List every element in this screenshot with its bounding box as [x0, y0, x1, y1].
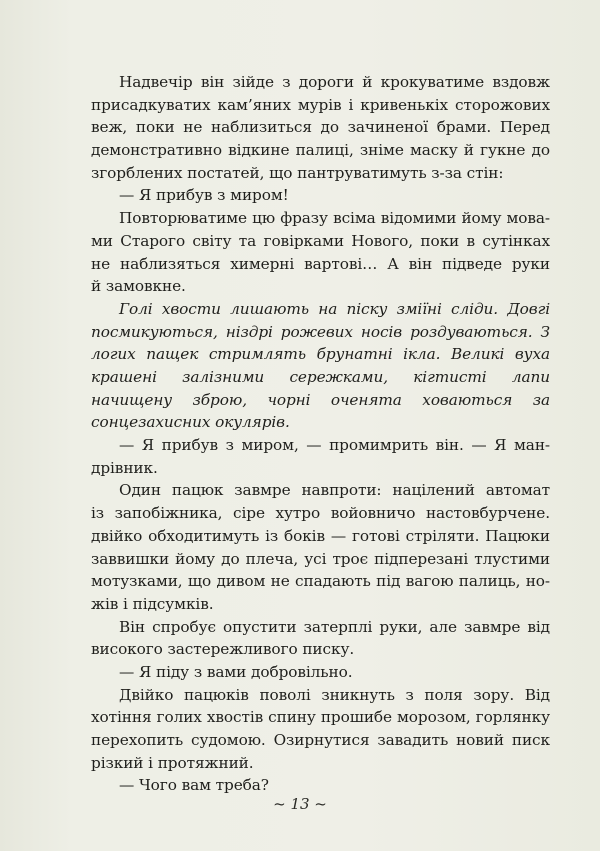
- paragraph: [63, 298, 550, 434]
- paragraph: [63, 774, 550, 797]
- text-line: — Я прибув з миром!: [119, 186, 289, 205]
- text-line: Надвечір він зійде з дороги й крокуватиме вздовж: [119, 73, 550, 91]
- text-line: демонстративно відкине палиці, зніме маску й гукне до: [91, 141, 550, 160]
- text-line: Один пацюк завмре навпроти: націлений автомат: [119, 481, 550, 500]
- text-line: жів і підсумків.: [91, 594, 214, 613]
- text-line: високого застережливого писку.: [91, 640, 355, 659]
- text-line: мотузками, що дивом не спадають під вагою палиць, но-: [91, 572, 550, 591]
- paragraph: [63, 434, 550, 479]
- text-line: крашені залізними сережками, кігтисті лапи: [91, 367, 550, 386]
- text-line: не наблизяться химерні вартові… А він підведе руки: [91, 254, 550, 273]
- text-line: ми Старого світу та говірками Нового, поки в сутінках: [91, 231, 550, 250]
- text-line: двійко обходитимуть із боків — готові стріляти. Пацюки: [91, 526, 550, 545]
- text-line: веж, поки не наблизиться до зачиненої брами. Перед: [91, 118, 550, 137]
- text-line: Він спробує опустити затерплі руки, але завмре від: [119, 617, 550, 636]
- text-line: присадкуватих кам’яних мурів і кривенькіх сторожових: [91, 95, 550, 114]
- page-number: ~ 13 ~: [273, 795, 327, 813]
- text-line: — Я піду з вами добровільно.: [119, 662, 353, 681]
- text-line: логих пащек стримлять брунатні ікла. Великі вуха: [91, 345, 550, 364]
- text-line: — Я прибув з миром, — промимрить він. — Я ман-: [119, 436, 550, 455]
- paragraph: [63, 616, 550, 661]
- paragraph: [63, 207, 550, 298]
- body-text: [63, 71, 550, 797]
- text-line: Голі хвости лишають на піску зміїні сліди. Довгі: [119, 299, 550, 318]
- text-line: начищену зброю, чорні оченята ховаються за: [91, 390, 550, 409]
- paragraph: [63, 71, 550, 184]
- text-line: посмикуються, ніздрі рожевих носів роздуваються. З: [91, 322, 550, 341]
- paragraph: [63, 684, 550, 775]
- text-line: заввишки йому до плеча, усі троє підперезані тлустими: [91, 549, 550, 568]
- text-line: хотіння голих хвостів спину прошибе морозом, горлянку: [91, 708, 550, 727]
- text-line: із запобіжника, сіре хутро войовничо настовбурчене.: [91, 504, 550, 523]
- paragraph: [63, 661, 550, 684]
- text-line: різкий і протяжний.: [91, 753, 254, 772]
- paragraph: [63, 479, 550, 615]
- text-line: Повторюватиме цю фразу всіма відомими йому мова-: [119, 209, 550, 228]
- paragraph: [63, 184, 550, 207]
- text-line: й замовкне.: [91, 277, 186, 296]
- text-line: Двійко пацюків поволі зникнуть з поля зору. Від: [119, 685, 550, 704]
- text-line: — Чого вам треба?: [119, 776, 269, 795]
- text-line: дрівник.: [91, 458, 158, 477]
- text-line: перехопить судомою. Озирнутися завадить новий писк: [91, 731, 550, 750]
- text-line: згорблених постатей, що пантруватимуть з-за стін:: [91, 163, 504, 182]
- text-line: сонцезахисних окулярів.: [91, 413, 290, 432]
